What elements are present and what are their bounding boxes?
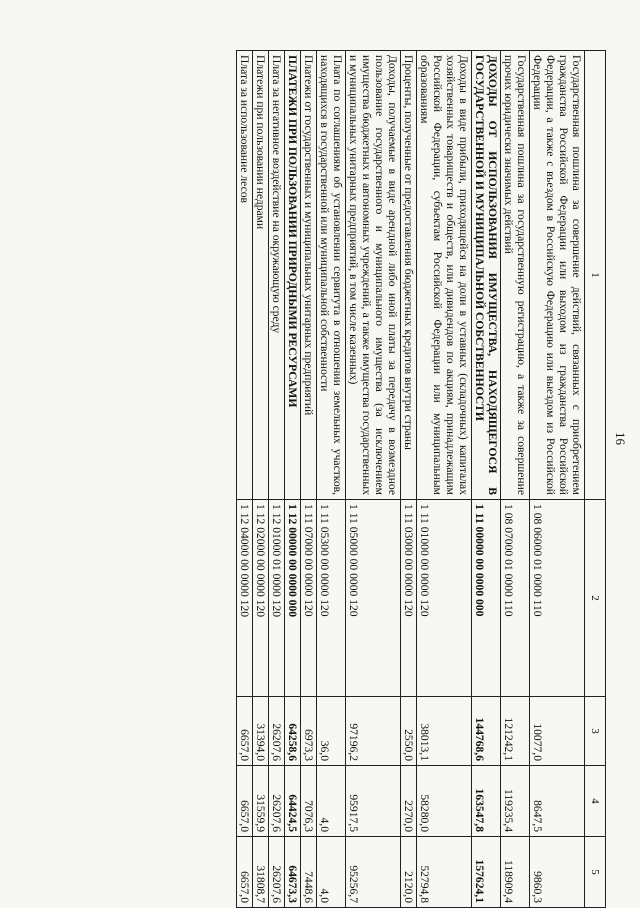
row-value-1: 144768,6 — [472, 697, 501, 766]
row-value-3: 52794,8 — [417, 837, 472, 908]
row-value-1: 36,0 — [317, 697, 346, 766]
row-code: 1 12 02000 00 0000 120 — [253, 500, 269, 697]
row-value-3: 2120,0 — [401, 837, 417, 908]
row-name: Плата по соглашениям об установлении сервитута в отношении земельных участков, находящихся в государственной или муниципальной собственности — [317, 51, 346, 500]
header-col-1: 1 — [585, 51, 606, 500]
row-code: 1 11 03000 00 0000 120 — [401, 500, 417, 697]
table-row — [417, 51, 472, 908]
table-row — [501, 51, 530, 908]
row-value-3: 31808,7 — [253, 837, 269, 908]
row-code: 1 11 00000 00 0000 000 — [472, 500, 501, 697]
row-value-2: 26207,6 — [269, 766, 285, 837]
row-value-2: 4,0 — [317, 766, 346, 837]
row-code: 1 08 07000 01 0000 110 — [501, 500, 530, 697]
row-value-3: 64673,3 — [285, 837, 301, 908]
row-code: 1 12 00000 00 0000 000 — [285, 500, 301, 697]
row-name: Доходы в виде прибыли, приходящейся на доли в уставных (складочных) капиталах хозяйственных товариществ и обществ, или дивидендов по акциям, принадлежащим Российской Федерации, субъектам Российской Федерации или муниципальным образованиям — [417, 51, 472, 500]
row-code: 1 08 06000 01 0000 110 — [530, 500, 585, 697]
row-name: Доходы, получаемые в виде арендной либо иной платы за передачу в возмездное пользование государственного и муниципального имущества (за исключением имущества бюджетных и автономных учреждений, а также имущества государственных и муниципальных унитарных предприятий, в том числе казенных) — [346, 51, 401, 500]
row-value-1: 97196,2 — [346, 697, 401, 766]
row-value-3: 4,0 — [317, 837, 346, 908]
row-name: Платежи при пользовании недрами — [253, 51, 269, 500]
row-value-3: 95256,7 — [346, 837, 401, 908]
row-name: Платежи от государственных и муниципальных унитарных предприятий — [301, 51, 317, 500]
row-name: Плата за использование лесов — [237, 51, 253, 500]
table-row — [301, 51, 317, 908]
row-name: Плата за негативное воздействие на окружающую среду — [269, 51, 285, 500]
row-name: Государственная пошлина за государственную регистрацию, а также за совершение прочих юридически значимых действий — [501, 51, 530, 500]
row-name: ПЛАТЕЖИ ПРИ ПОЛЬЗОВАНИИ ПРИРОДНЫМИ РЕСУРСАМИ — [285, 51, 301, 500]
row-name: Государственная пошлина за совершение действий, связанных с приобретением гражданства Российской Федерации или выходом из гражданства Российской Федерации, а также с въездом в Российскую Федерацию или выездом из Российской Федерации — [530, 51, 585, 500]
row-value-3: 9860,3 — [530, 837, 585, 908]
row-value-1: 64258,6 — [285, 697, 301, 766]
row-code: 1 11 05000 00 0000 120 — [346, 500, 401, 697]
table-row — [317, 51, 346, 908]
table-row — [401, 51, 417, 908]
header-col-5: 5 — [585, 837, 606, 908]
row-value-2: 2270,0 — [401, 766, 417, 837]
row-value-2: 64424,5 — [285, 766, 301, 837]
row-value-3: 7448,6 — [301, 837, 317, 908]
table-row — [269, 51, 285, 908]
header-col-2: 2 — [585, 500, 606, 697]
row-value-1: 31394,0 — [253, 697, 269, 766]
row-value-2: 31559,9 — [253, 766, 269, 837]
row-value-1: 6973,3 — [301, 697, 317, 766]
row-value-2: 58280,0 — [417, 766, 472, 837]
row-value-2: 95917,5 — [346, 766, 401, 837]
row-value-2: 7076,3 — [301, 766, 317, 837]
table-row — [285, 51, 301, 908]
table-row — [253, 51, 269, 908]
header-col-4: 4 — [585, 766, 606, 837]
row-value-3: 6657,0 — [237, 837, 253, 908]
row-value-3: 118909,4 — [501, 837, 530, 908]
row-value-1: 10077,0 — [530, 697, 585, 766]
page-number: 16 — [613, 432, 628, 445]
row-code: 1 11 01000 00 0000 120 — [417, 500, 472, 697]
row-value-1: 121242,1 — [501, 697, 530, 766]
row-value-1: 6657,0 — [237, 697, 253, 766]
row-value-2: 8647,5 — [530, 766, 585, 837]
row-value-1: 2550,0 — [401, 697, 417, 766]
table-row — [472, 51, 501, 908]
row-value-3: 26207,6 — [269, 837, 285, 908]
row-code: 1 12 01000 01 0000 120 — [269, 500, 285, 697]
row-value-1: 38013,1 — [417, 697, 472, 766]
row-name: ДОХОДЫ ОТ ИСПОЛЬЗОВАНИЯ ИМУЩЕСТВА, НАХОДЯЩЕГОСЯ В ГОСУДАРСТВЕННОЙ И МУНИЦИПАЛЬНОЙ СОБСТВЕННОСТИ — [472, 51, 501, 500]
row-code: 1 11 05300 00 0000 120 — [317, 500, 346, 697]
row-code: 1 12 04000 00 0000 120 — [237, 500, 253, 697]
header-col-3: 3 — [585, 697, 606, 766]
table-row — [346, 51, 401, 908]
row-code: 1 11 07000 00 0000 120 — [301, 500, 317, 697]
table-header-row — [585, 51, 606, 908]
budget-table — [236, 50, 606, 908]
row-name: Проценты, полученные от предоставления бюджетных кредитов внутри страны — [401, 51, 417, 500]
row-value-3: 157624,1 — [472, 837, 501, 908]
table-row — [237, 51, 253, 908]
row-value-2: 163547,8 — [472, 766, 501, 837]
table-row — [530, 51, 585, 908]
row-value-2: 6657,0 — [237, 766, 253, 837]
row-value-2: 119235,4 — [501, 766, 530, 837]
row-value-1: 26207,6 — [269, 697, 285, 766]
